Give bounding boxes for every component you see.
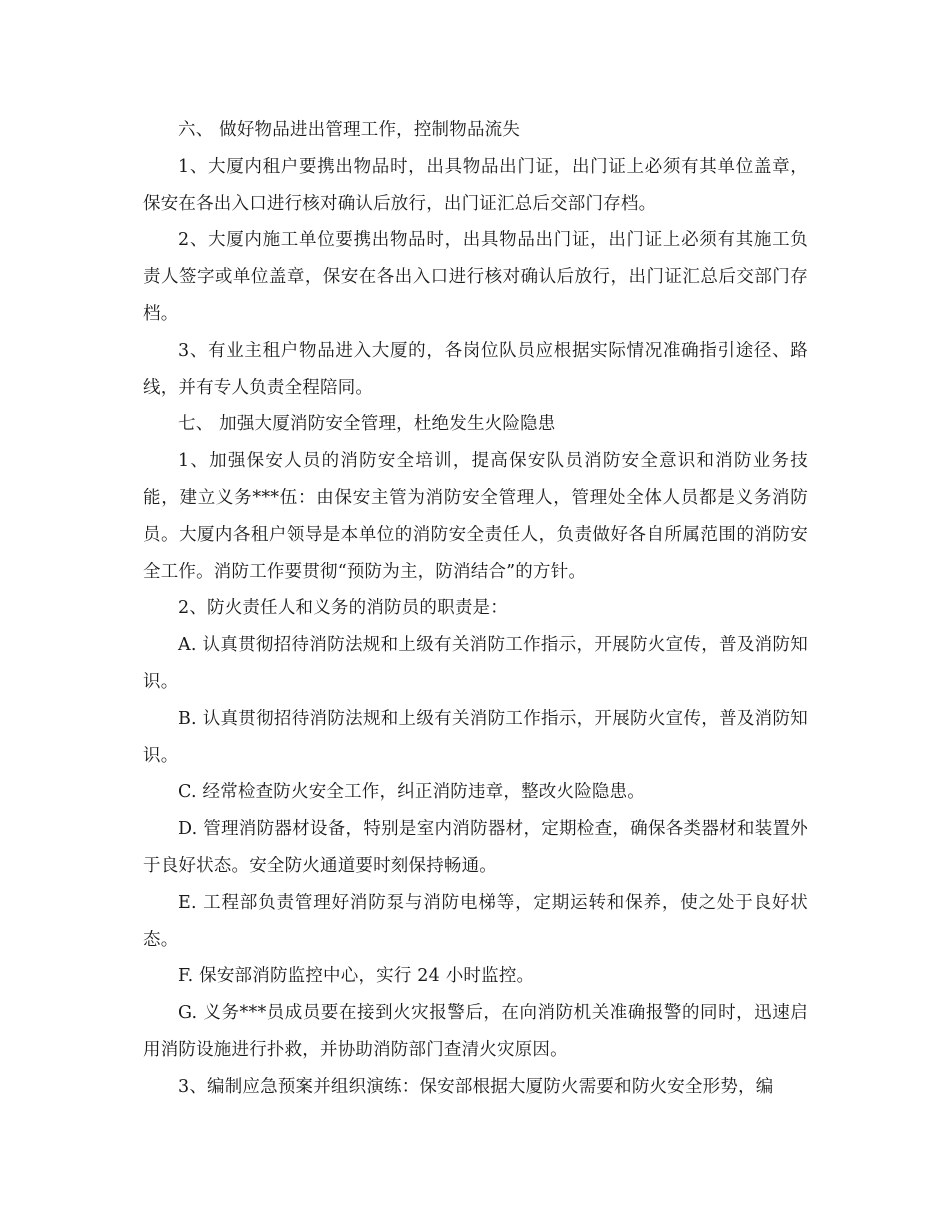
list-item: A. 认真贯彻招待消防法规和上级有关消防工作指示，开展防火宣传，普及消防知识。 [143, 635, 808, 692]
paragraph: 3、编制应急预案并组织演练：保安部根据大厦防火需要和防火安全形势，编 [178, 1076, 774, 1097]
list-item: G. 义务***员成员要在接到火灾报警后，在向消防机关准确报警的同时，迅速启用消防设施进行扑救，并协助消防部门查清火灾原因。 [143, 1003, 808, 1060]
list-item: F. 保安部消防监控中心，实行 24 小时监控。 [178, 966, 535, 987]
list-item: E. 工程部负责管理好消防泵与消防电梯等，定期运转和保养，使之处于良好状态。 [143, 892, 808, 950]
document-body [143, 112, 808, 1106]
paragraph: 1、加强保安人员的消防安全培训，提高保安队员消防安全意识和消防业务技能，建立义务***伍：由保安主管为消防安全管理人，管理处全体人员都是义务消防员。大厦内各租户领导是本单位的消防安全责任人，负责做好各自所属范围的消防安全工作。消防工作要贯彻“预防为主，防消结合”的方针。 [143, 451, 808, 582]
list-item: D. 管理消防器材设备，特别是室内消防器材，定期检查，确保各类器材和装置外于良好状态。安全防火通道要时刻保持畅通。 [143, 819, 808, 876]
section-heading-6: 六、 做好物品进出管理工作，控制物品流失 [178, 120, 521, 140]
paragraph: 1、大厦内租户要携出物品时，出具物品出门证，出门证上必须有其单位盖章，保安在各出入口进行核对确认后放行，出门证汇总后交部门存档。 [143, 156, 808, 214]
section-heading-7: 七、 加强大厦消防安全管理，杜绝发生火险隐患 [178, 414, 556, 435]
paragraph: 3、有业主租户物品进入大厦的，各岗位队员应根据实际情况准确指引途径、路线，并有专人负责全程陪同。 [143, 340, 808, 398]
paragraph: 2、防火责任人和义务的消防员的职责是： [178, 598, 508, 619]
list-item: C. 经常检查防火安全工作，纠正消防违章，整改火险隐患。 [178, 782, 645, 803]
list-item: B. 认真贯彻招待消防法规和上级有关消防工作指示，开展防火宣传，普及消防知识。 [143, 708, 808, 766]
paragraph: 2、大厦内施工单位要携出物品时，出具物品出门证，出门证上必须有其施工负责人签字或单位盖章，保安在各出入口进行核对确认后放行，出门证汇总后交部门存档。 [143, 230, 808, 324]
